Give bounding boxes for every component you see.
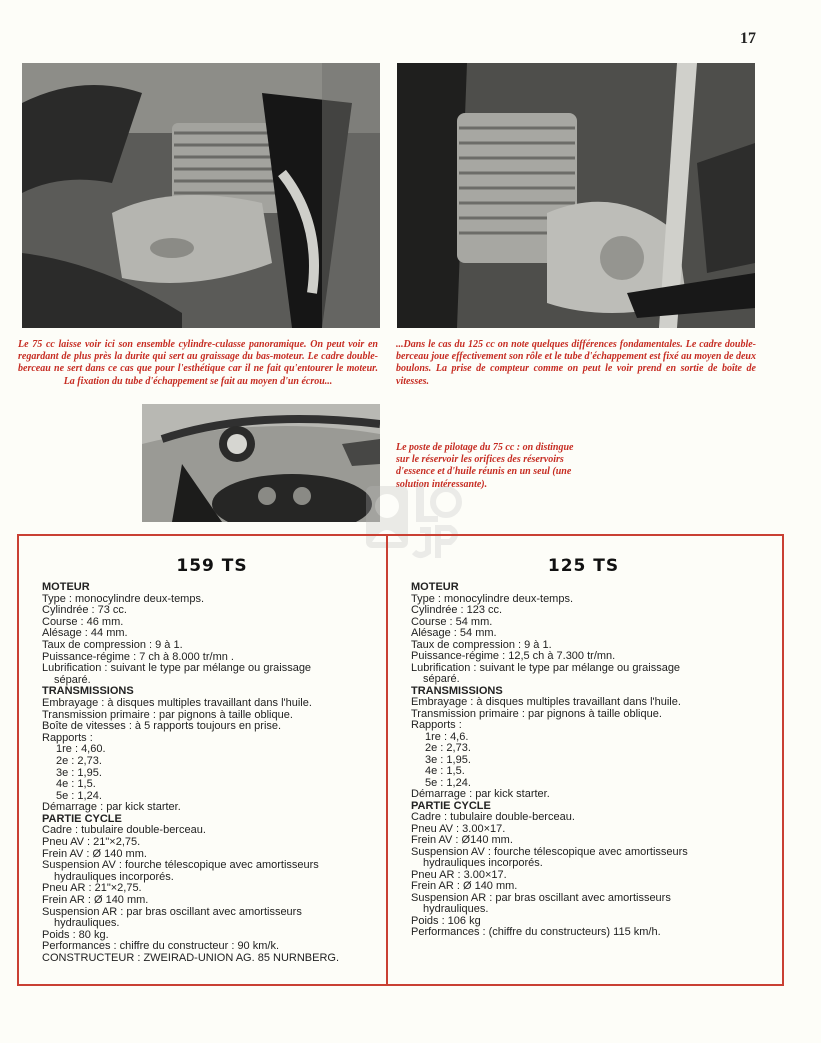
spec-pneu-av: Pneu AV : 3.00×17. <box>411 822 506 835</box>
section-heading-partie-cycle: PARTIE CYCLE <box>411 799 491 812</box>
spec-gear-ratio: 4e : 1,5. <box>425 765 465 777</box>
spec-type: Type : monocylindre deux-temps. <box>42 592 205 605</box>
spec-puissance: Puissance-régime : 12,5 ch à 7.300 tr/mn. <box>411 650 616 662</box>
spec-compression: Taux de compression : 9 à 1. <box>42 638 183 651</box>
spec-gear-ratio: 3e : 1,95. <box>425 753 471 766</box>
photo-75cc-cockpit <box>142 404 380 522</box>
spec-gear-ratio: 4e : 1,5. <box>56 778 96 791</box>
spec-suspension-av: Suspension AV : fourche télescopique avec amortisseurs <box>411 845 688 858</box>
spec-rapports: Rapports : <box>42 731 93 744</box>
spec-suspension-av: Suspension AV : fourche télescopique avec amortisseurs <box>42 859 319 872</box>
spec-course: Course : 54 mm. <box>411 615 493 628</box>
spec-demarrage: Démarrage : par kick starter. <box>42 801 181 814</box>
spec-lubrification: Lubrification : suivant le type par mélange ou graissage <box>411 661 681 674</box>
spec-poids: Poids : 80 kg. <box>42 928 109 941</box>
spec-cylindree: Cylindrée : 73 cc. <box>42 604 127 617</box>
spec-gear-ratio: 5e : 1,24. <box>425 776 471 789</box>
spec-boite-vitesses: Boîte de vitesses : à 5 rapports toujours en prise. <box>42 720 282 733</box>
spec-gear-ratio: 5e : 1,24. <box>56 789 102 802</box>
section-heading-moteur: MOTEUR <box>411 581 459 593</box>
spec-frein-ar: Frein AR : Ø 140 mm. <box>411 880 518 892</box>
spec-pneu-av: Pneu AV : 21"×2,75. <box>42 836 141 849</box>
section-heading-moteur: MOTEUR <box>42 581 90 593</box>
spec-lubrification-cont: séparé. <box>423 673 460 685</box>
spec-course: Course : 46 mm. <box>42 615 124 628</box>
spec-performances: Performances : (chiffre du constructeurs) 115 km/h. <box>411 926 661 938</box>
spec-lubrification: Lubrification : suivant le type par mélange ou graissage <box>42 662 312 675</box>
spec-gear-ratio: 2e : 2,73. <box>425 742 471 754</box>
spec-performances: Performances : chiffre du constructeur : 90 km/k. <box>42 940 280 953</box>
spec-constructeur: CONSTRUCTEUR : ZWEIRAD-UNION AG. 85 NURNBERG. <box>42 952 340 964</box>
page-number: 17 <box>740 30 756 47</box>
spec-suspension-ar: Suspension AR : par bras oscillant avec amortisseurs <box>42 905 302 918</box>
section-heading-transmissions: TRANSMISSIONS <box>42 685 134 698</box>
spec-transmission-primaire: Transmission primaire : par pignons à taille oblique. <box>411 707 662 720</box>
spec-type: Type : monocylindre deux-temps. <box>411 592 574 605</box>
spec-table <box>17 534 784 986</box>
section-heading-partie-cycle: PARTIE CYCLE <box>42 812 122 825</box>
spec-suspension-ar-cont: hydrauliques. <box>423 903 489 915</box>
spec-suspension-ar-cont: hydrauliques. <box>54 917 120 930</box>
model-title-159ts: 159 TS <box>176 556 248 576</box>
spec-lubrification-cont: séparé. <box>54 673 91 686</box>
spec-transmission-primaire: Transmission primaire : par pignons à taille oblique. <box>42 708 293 721</box>
spec-poids: Poids : 106 kg <box>411 914 481 927</box>
model-title-125ts: 125 TS <box>547 556 620 576</box>
caption-75cc-engine: Le 75 cc laisse voir ici son ensemble cylindre-culasse panoramique. On peut voir en regardant de plus près la durite qui sert au graissage du bas-moteur. Le cadre double-berceau ne sert dans ce cas que pour l'esthétique car il ne fait qu'entourer le moteur. La fixation du tube d'échappement se fait au moyen d'un écrou... <box>18 339 378 387</box>
spec-suspension-av-cont: hydrauliques incorporés. <box>54 870 174 883</box>
spec-cylindree: Cylindrée : 123 cc. <box>411 604 503 616</box>
spec-alesage: Alésage : 44 mm. <box>42 627 128 640</box>
spec-pneu-ar: Pneu AR : 21"×2,75. <box>42 882 142 895</box>
column-divider <box>386 534 388 986</box>
spec-demarrage: Démarrage : par kick starter. <box>411 788 550 800</box>
spec-cadre: Cadre : tubulaire double-berceau. <box>42 824 206 837</box>
spec-alesage: Alésage : 54 mm. <box>411 627 497 639</box>
spec-gear-ratio: 2e : 2,73. <box>56 754 102 767</box>
spec-compression: Taux de compression : 9 à 1. <box>411 638 552 651</box>
spec-embrayage: Embrayage : à disques multiples travaillant dans l'huile. <box>411 696 681 708</box>
caption-125cc-engine: ...Dans le cas du 125 cc on note quelques différences fondamentales. Le cadre double-berceau joue effectivement son rôle et le tube d'échappement est fixé au moyen de deux boulons. La prise de compteur comme on peut le voir prend en sortie de boîte de vitesses. <box>396 339 756 387</box>
spec-rapports: Rapports : <box>411 719 462 731</box>
spec-cadre: Cadre : tubulaire double-berceau. <box>411 811 575 823</box>
spec-gear-ratio: 1re : 4,60. <box>56 743 106 756</box>
photo-75cc-engine <box>22 63 380 328</box>
spec-puissance: Puissance-régime : 7 ch à 8.000 tr/mn . <box>42 650 234 663</box>
spec-frein-ar: Frein AR : Ø 140 mm. <box>42 894 149 907</box>
spec-pneu-ar: Pneu AR : 3.00×17. <box>411 868 507 881</box>
section-heading-transmissions: TRANSMISSIONS <box>411 684 503 697</box>
spec-gear-ratio: 1re : 4,6. <box>425 730 469 743</box>
spec-embrayage: Embrayage : à disques multiples travaillant dans l'huile. <box>42 696 312 709</box>
spec-gear-ratio: 3e : 1,95. <box>56 766 102 779</box>
photo-125cc-engine <box>397 63 755 328</box>
spec-frein-av: Frein AV : Ø 140 mm. <box>42 847 147 860</box>
caption-75cc-cockpit: Le poste de pilotage du 75 cc : on distingue sur le réservoir les orifices des réservoirs d'essence et d'huile réunis en un seul (une solution intéressante). <box>396 442 574 490</box>
spec-suspension-ar: Suspension AR : par bras oscillant avec amortisseurs <box>411 891 671 904</box>
spec-suspension-av-cont: hydrauliques incorporés. <box>423 857 543 869</box>
spec-frein-av: Frein AV : Ø140 mm. <box>411 834 513 846</box>
